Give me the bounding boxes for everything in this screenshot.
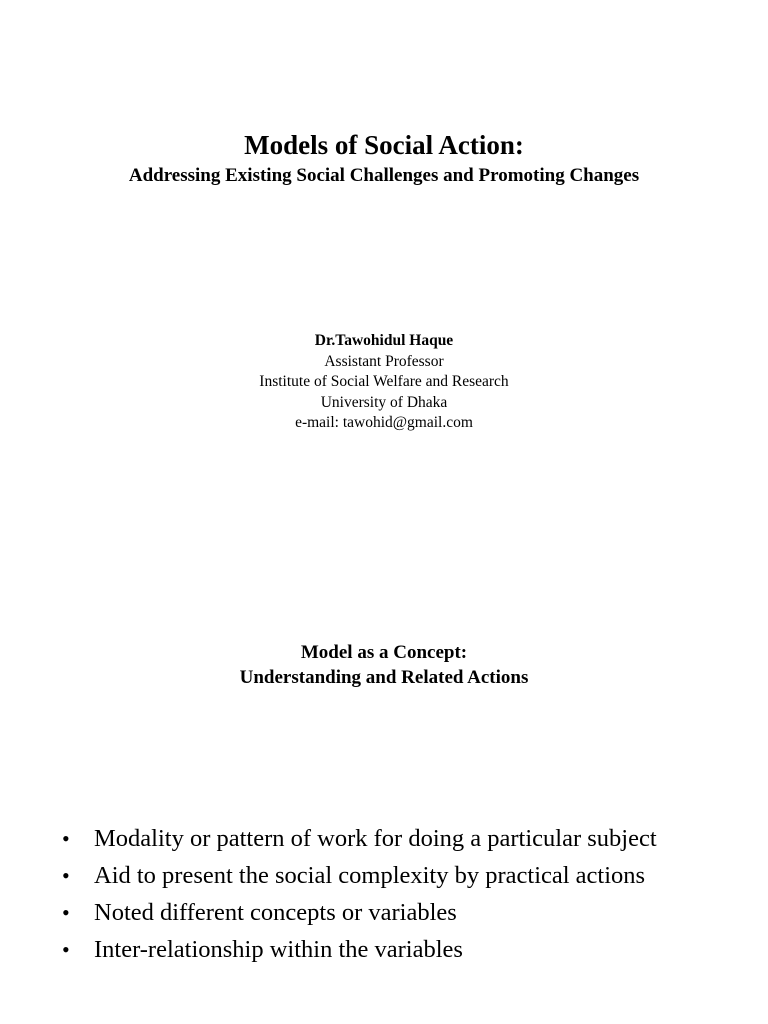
section-heading	[0, 640, 768, 690]
author-block	[0, 331, 768, 434]
author-name: Dr.Tawohidul Haque	[314, 332, 454, 349]
bullet-icon: •	[62, 826, 70, 851]
bullet-list	[60, 820, 657, 968]
list-item-text: Inter-relationship within the variables	[94, 936, 463, 963]
bullet-icon: •	[62, 937, 70, 962]
list-item	[60, 820, 657, 857]
list-item	[60, 931, 657, 968]
author-email: e-mail: tawohid@gmail.com	[295, 414, 473, 431]
bullet-icon: •	[62, 900, 70, 925]
bullet-icon: •	[62, 863, 70, 888]
author-institute: Institute of Social Welfare and Research	[259, 373, 509, 390]
list-item-text: Noted different concepts or variables	[94, 899, 457, 926]
list-item	[60, 894, 657, 931]
document-title: Models of Social Action:	[244, 130, 524, 160]
document-subtitle: Addressing Existing Social Challenges and Promoting Changes	[128, 165, 640, 186]
author-university: University of Dhaka	[320, 393, 448, 411]
section-title-line-2: Understanding and Related Actions	[239, 667, 529, 688]
section-title-line-1: Model as a Concept:	[300, 642, 468, 663]
list-item	[60, 857, 657, 894]
list-item-text: Modality or pattern of work for doing a particular subject	[94, 825, 657, 852]
author-position: Assistant Professor	[324, 352, 444, 370]
list-item-text: Aid to present the social complexity by practical actions	[94, 862, 646, 889]
